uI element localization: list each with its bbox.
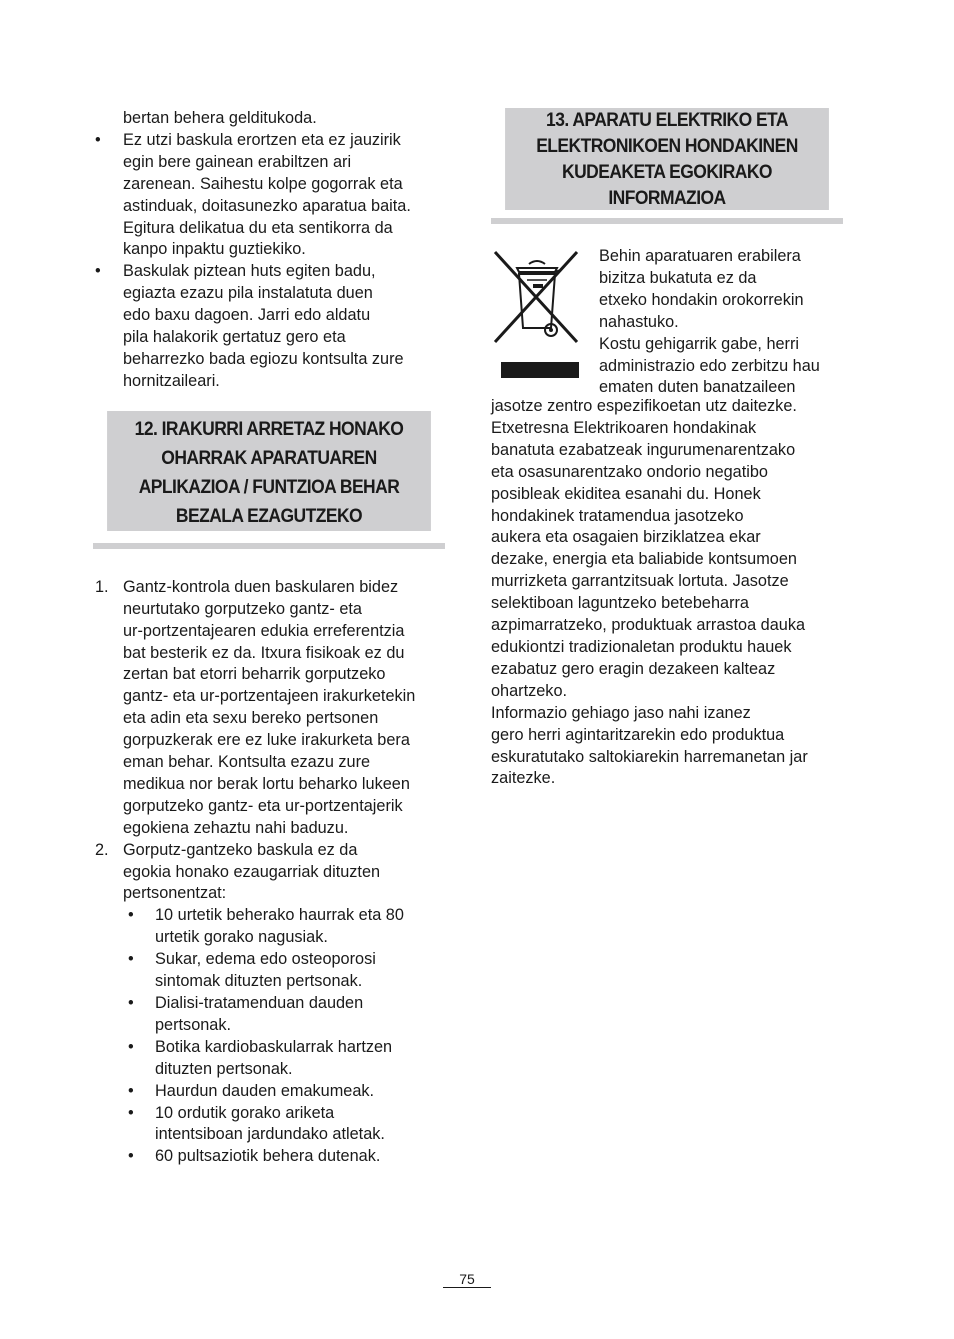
text-line: zarenean. Saihestu kolpe gogorrak eta — [123, 174, 403, 193]
crossed-out-wheelie-bin-icon — [491, 250, 581, 386]
text-line: ezabatuz gero eragin dezakeen kalteaz — [491, 659, 776, 678]
sub-bullet-item — [93, 905, 445, 949]
text-line: ur-portzentajearen edukia erreferentzia — [123, 621, 405, 640]
text-line: Behin aparatuaren erabilera — [599, 247, 801, 265]
text-line: • 60 pultsaziotik behera dutenak. — [155, 1147, 381, 1166]
text-line: aukera eta osagaien birziklatzea ekar — [491, 528, 761, 547]
left-column — [93, 108, 445, 1168]
text-line: gorpuzkerak ere ez luke irakurketa bera — [123, 731, 410, 750]
text-line: dituzten pertsonak. — [155, 1059, 293, 1078]
text-line: eskuratutako saltokiarekin harremanetan jar — [491, 747, 808, 766]
text-line: sintomak dituzten pertsonak. — [155, 972, 363, 991]
text-line: • Haurdun dauden emakumeak. — [155, 1081, 375, 1100]
section-divider — [491, 218, 843, 224]
sub-bullet-item — [93, 1103, 445, 1147]
text-line: urtetik gorako nagusiak. — [155, 928, 328, 947]
numbered-item — [93, 840, 445, 906]
text-line: administrazio edo zerbitzu hau — [599, 356, 820, 375]
text-line: egiazta ezazu pila instalatuta duen — [123, 284, 373, 303]
sub-bullet-item — [93, 1146, 445, 1168]
item-number: 2. — [95, 840, 109, 859]
text-line: edukiontzi tradizionaletan produktu hauek — [491, 637, 792, 656]
text-line: Etxetresna Elektrikoaren hondakinak — [491, 418, 757, 437]
section-12-heading — [107, 411, 431, 531]
text-line: selektiboan laguntzeko betebeharra — [491, 594, 749, 613]
sub-bullet-item — [93, 949, 445, 993]
bullet-item — [93, 261, 445, 392]
text-line: murrizketa garrantzitsuak lortuta. Jasotze — [491, 572, 789, 591]
text-line: • Ez utzi baskula erortzen eta ez jauzirik — [123, 130, 401, 149]
weee-body-text — [491, 396, 843, 790]
continued-line: bertan behera gelditukoda. — [123, 109, 317, 127]
right-column — [491, 108, 843, 790]
text-line: • 10 urtetik beherako haurrak eta 80 — [155, 906, 404, 925]
text-line: Gantz-kontrola duen baskularen bidez — [123, 577, 399, 596]
weee-intro-text — [599, 246, 849, 399]
heading-line: BEZALA EZAGUTZEKO — [175, 505, 363, 527]
heading-line: KUDEAKETA EGOKIRAKO — [562, 162, 772, 183]
text-line: hondakinek tratamendua jasotzeko — [491, 506, 744, 525]
heading-line: 12. IRAKURRI ARRETAZ HONAKO — [134, 418, 404, 440]
text-line: banatuta ezabatzeak ingurumenarentzako — [491, 440, 796, 459]
weee-notice — [491, 246, 843, 398]
numbered-item — [93, 577, 445, 840]
text-line: gero herri agintaritzarekin edo produktua — [491, 725, 785, 744]
text-line: etxeko hondakin orokorrekin — [599, 290, 804, 309]
text-line: Gorputz-gantzeko baskula ez da — [123, 840, 358, 859]
text-line: bat besterik ez da. Itxura fisikoak ez du — [123, 643, 405, 662]
page-number: 75 — [459, 1271, 475, 1287]
heading-line: INFORMAZIOA — [608, 188, 726, 209]
text-line: eta osasunarentzako ondorio negatibo — [491, 462, 768, 481]
text-line: dezake, energia eta baliabide kontsumoen — [491, 550, 797, 569]
text-line: • 10 ordutik gorako ariketa — [155, 1103, 335, 1122]
text-line: beharrezko bada egiozu kontsulta zure — [123, 349, 404, 368]
sub-bullet-item — [93, 1037, 445, 1081]
sub-bullet-item — [93, 1081, 445, 1103]
page-number-underline — [443, 1287, 491, 1288]
text-line: zertan bat etorri beharrik gorputzeko — [123, 665, 386, 684]
text-line: egin bere gainean erabiltzen ari — [123, 152, 352, 171]
heading-line: APLIKAZIOA / FUNTZIOA BEHAR — [138, 476, 400, 498]
text-line: posibleak ekiditea esanahi du. Honek — [491, 484, 761, 503]
text-line: eta adin eta sexu bereko pertsonen — [123, 709, 379, 728]
text-line: pertsonak. — [155, 1015, 232, 1034]
text-line: zaitezke. — [491, 769, 556, 788]
section-13-heading — [505, 108, 829, 210]
text-line: gorputzeko gantz- eta ur-portzentajerik — [123, 796, 403, 815]
text-line: • Baskulak piztean huts egiten badu, — [123, 262, 376, 281]
heading-line: ELEKTRONIKOEN HONDAKINEN — [536, 136, 798, 157]
text-line: egokiena zehaztu nahi baduzu. — [123, 818, 349, 837]
text-line: edo baxu dagoen. Jarri edo aldatu — [123, 306, 371, 325]
text-line: nahastuko. — [599, 312, 679, 331]
text-line: eman behar. Kontsulta ezazu zure — [123, 753, 371, 772]
text-line: • Botika kardiobaskularrak hartzen — [155, 1037, 393, 1056]
text-line: astinduak, doitasunezko aparatua baita. — [123, 196, 411, 215]
text-line: ohartzeko. — [491, 681, 568, 700]
heading-line: OHARRAK APARATUAREN — [161, 447, 377, 469]
text-line: jasotze zentro espezifikoetan utz daitezke. — [491, 397, 797, 415]
text-line: pila halakorik gertatuz gero eta — [123, 328, 346, 347]
text-line: bizitza bukatuta ez da — [599, 268, 757, 287]
heading-line: 13. APARATU ELEKTRIKO ETA — [546, 110, 788, 131]
text-line: kanpo inpaktu guztiekiko. — [123, 240, 306, 259]
text-line: Kostu gehigarrik gabe, herri — [599, 334, 800, 353]
text-line: azpimarratzeko, produktuak arrastoa dauka — [491, 616, 806, 635]
text-line: • Dialisi-tratamenduan dauden — [155, 994, 364, 1012]
sub-bullet-item — [93, 993, 445, 1037]
text-line: Egitura delikatua du eta sentikorra da — [123, 218, 393, 237]
text-line: egokia honako ezaugarriak dituzten — [123, 862, 381, 881]
item-number: 1. — [95, 577, 109, 596]
text-line: • Sukar, edema edo osteoporosi — [155, 950, 376, 969]
text-line: intentsiboan jardundako atletak. — [155, 1125, 385, 1144]
text-line: gantz- eta ur-portzentajeen irakurketekin — [123, 687, 416, 706]
text-line: medikua nor berak lortu beharko lukeen — [123, 774, 410, 793]
bullet-item — [93, 130, 445, 261]
text-line: ematen duten banatzaileen — [599, 378, 796, 397]
text-line: hornitzaileari. — [123, 371, 220, 390]
text-line: neurtutako gorputzeko gantz- eta — [123, 599, 362, 618]
text-line: pertsonentzat: — [123, 884, 227, 903]
text-line: Informazio gehiago jaso nahi izanez — [491, 703, 751, 722]
